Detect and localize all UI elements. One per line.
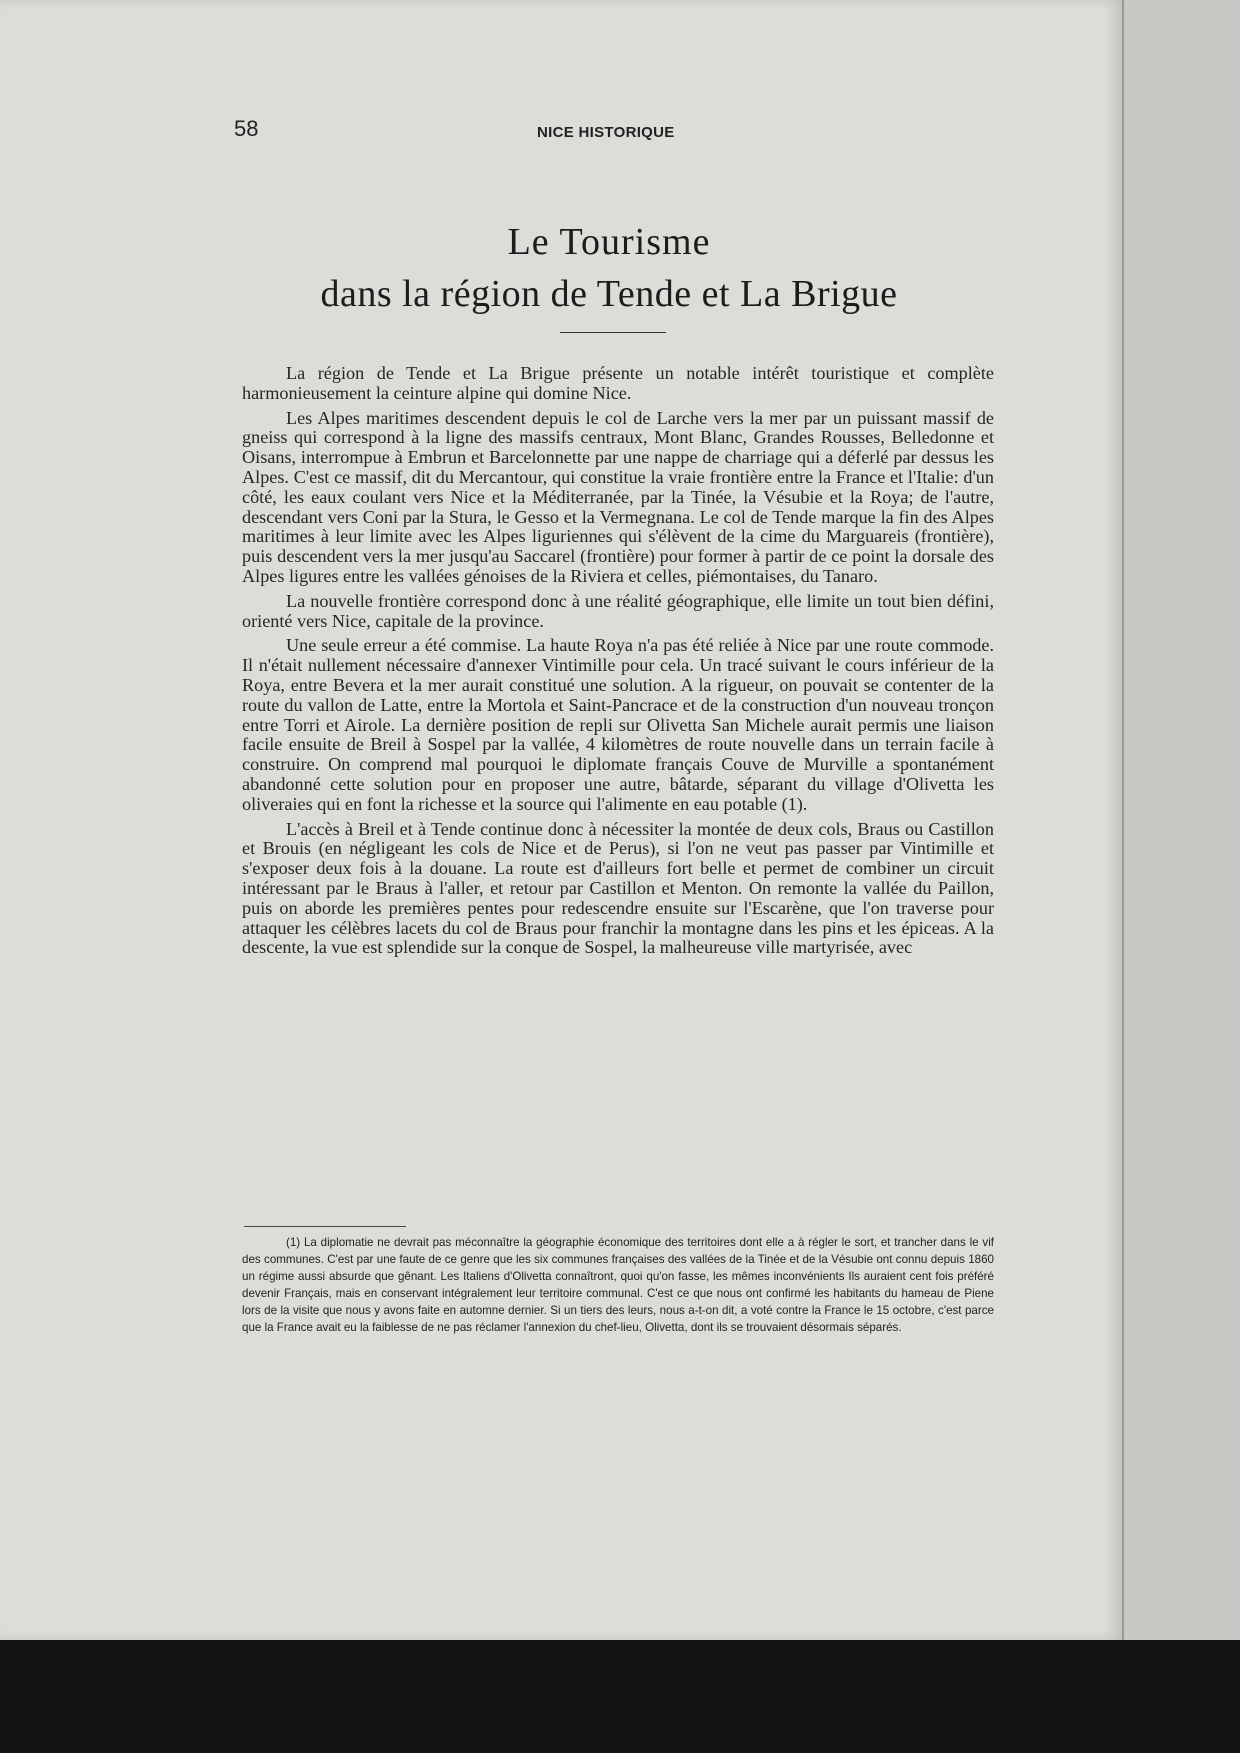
paragraph: La nouvelle frontière correspond donc à une réalité géographique, elle limite un tout bien défini, orienté vers Nice, capitale de la province. [242, 590, 994, 631]
paragraph: Les Alpes maritimes descendent depuis le col de Larche vers la mer par un puissant massif de gneiss qui correspond à la ligne des massifs centraux, Mont Blanc, Grandes Rousses, Belledonne et Oisans, interrompue à Embrun et Barcelonnette par une nappe de charriage qui a déferlé par dessus les Alpes. C'est ce massif, dit du Mercantour, qui constitue la vraie frontière entre la France et l'Italie: d'un côté, les eaux coulant vers Nice et la Méditerranée, par la Tinée, la Vésubie et la Roya; de l'autre, descendant vers Coni par la Stura, le Gesso et la Vermegnana. Le col de Tende marque la fin des Alpes maritimes à leur limite avec les Alpes liguriennes qui s'élèvent de la cime du Marguareis (frontière), puis descendent vers la mer jusqu'au Saccarel (frontière) pour former à partir de ce point la dorsale des Alpes ligures entre les vallées génoises de la Riviera et celles, piémontaises, du Tanaro. [242, 407, 994, 586]
adjacent-page-edge [1122, 0, 1240, 1640]
article-title-line-1: Le Tourisme [507, 221, 711, 263]
paragraph: La région de Tende et La Brigue présente un notable intérêt touristique et complète harmonieusement la ceinture alpine qui domine Nice. [242, 363, 994, 403]
title-divider [560, 332, 666, 333]
page-number: 58 [234, 116, 259, 141]
running-title: NICE HISTORIQUE [537, 124, 675, 141]
footnote-divider [244, 1226, 406, 1227]
scan-background [0, 1640, 1240, 1753]
paragraph: Une seule erreur a été commise. La haute Roya n'a pas été reliée à Nice par une route commode. Il n'était nullement nécessaire d'annexer Vintimille pour cela. Un tracé suivant le cours inférieur de la Roya, entre Bevera et la mer aurait constitué une solution. A la rigueur, on pouvait se contenter de la route du vallon de Latte, entre la Mortola et Saint-Pancrace et de la construction d'un nouveau tronçon entre Torri et Airole. La dernière position de repli sur Olivetta San Michele aurait permis une liaison facile ensuite de Breil à Sospel par la vallée, 4 kilomètres de route nouvelle dans un terrain facile à construire. On comprend mal pourquoi le diplomate français Couve de Murville a spontanément abandonné cette solution pour en proposer une autre, bâtarde, séparant du village d'Olivetta les oliveraies qui en font la richesse et la source qui l'alimente en eau potable (1). [242, 635, 994, 814]
article-body [242, 364, 994, 963]
footnote: (1) La diplomatie ne devrait pas méconnaître la géographie économique des territoires dont elle a à régler le sort, et trancher dans le vif des communes. C'est par une faute de ce genre que les six communes françaises des vallées de la Tinée et de la Vésubie ont connu depuis 1860 un régime aussi absurde que gênant. Les Italiens d'Olivetta connaîtront, quoi qu'on fasse, les mêmes inconvénients Ils auraient cent fois préféré devenir Français, mais en conservant intégralement leur territoire communal. C'est ce que nous ont confirmé les habitants du hameau de Piene lors de la visite que nous y avons faite en automne dernier. Si un tiers des leurs, nous a-t-on dit, a voté contre la France le 15 octobre, c'est parce que la France avait eu la faiblesse de ne pas réclamer l'annexion du chef-lieu, Olivetta, dont ils se trouvaient désormais séparés. [242, 1236, 994, 1334]
paragraph: L'accès à Breil et à Tende continue donc à nécessiter la montée de deux cols, Braus ou Castillon et Brouis (en négligeant les cols de Nice et de Perus), si l'on ne veut pas passer par Vintimille et s'exposer deux fois à la douane. La route est d'ailleurs fort belle et permet de combiner un circuit intéressant par le Braus à l'aller, et retour par Castillon et Menton. On remonte la vallée du Paillon, puis on aborde les premières pentes pour redescendre ensuite sur l'Escarène, que l'on traverse pour attaquer les célèbres lacets du col de Braus pour franchir la montagne dans les pins et les épiceas. A la descente, la vue est splendide sur la conque de Sospel, la malheureuse ville martyrisée, avec [242, 818, 994, 958]
article-title-line-2: dans la région de Tende et La Brigue [320, 273, 898, 315]
